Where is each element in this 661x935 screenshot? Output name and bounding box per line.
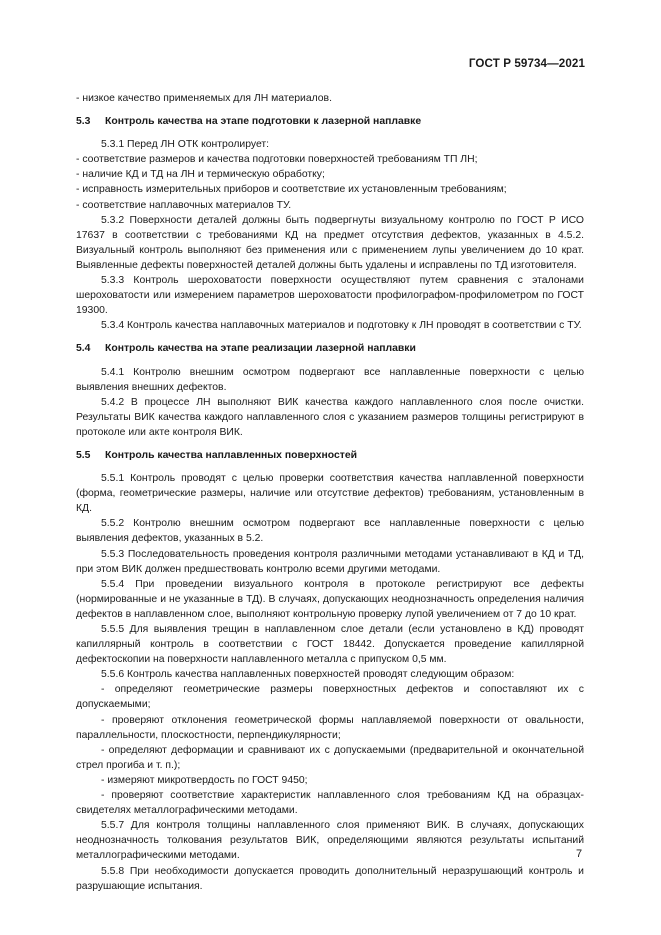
standard-number: ГОСТ Р 59734—2021 (468, 57, 585, 70)
paragraph-5-5-6: 5.5.6 Контроль качества наплавленных поверхностей проводят следующим образом: (101, 669, 515, 681)
list-item: - определяют геометрические размеры поверхностных дефектов и сопоставляют их с допускаемыми; (76, 684, 584, 711)
list-item: - соответствие наплавочных материалов ТУ. (76, 199, 292, 211)
paragraph-5-5-7: 5.5.7 Для контроля толщины наплавленного слоя применяют ВИК. В случаях, допускающих неоднозначность толкования результатов ВИК, определяющими являются результаты испытаний металлографическими методами. (76, 820, 584, 862)
paragraph-5-3-4: 5.3.4 Контроль качества наплавочных материалов и подготовку к ЛН проводят в соответствии с ТУ. (101, 320, 582, 332)
paragraph-5-3-3: 5.3.3 Контроль шероховатости поверхности осуществляют путем сравнения с эталонами шероховатости или измерением параметров шероховатости профилографом-профилометром по ГОСТ 19300. (76, 275, 584, 317)
list-item: - проверяют отклонения геометрической формы наплавляемой поверхности от овальности, параллельности, плоскостности, перпендикулярности; (76, 714, 584, 741)
section-heading-5-4 (76, 341, 584, 356)
page-number: 7 (576, 848, 583, 860)
list-item: - соответствие размеров и качества подготовки поверхностей требованиям ТП ЛН; (76, 154, 478, 166)
paragraph-5-5-2: 5.5.2 Контролю внешним осмотром подвергают все наплавленные поверхности с целью выявления дефектов, указанных в 5.2. (76, 518, 584, 545)
paragraph-5-3-1: 5.3.1 Перед ЛН ОТК контролирует: (101, 139, 270, 151)
list-item: - определяют деформации и сравнивают их с допускаемыми (предварительной и окончательной стрел прогиба и т. п.); (76, 744, 584, 771)
section-heading-5-3 (76, 114, 584, 129)
section-number: 5.4 (76, 343, 91, 355)
section-heading-5-5 (76, 448, 584, 463)
list-item: - проверяют соответствие характеристик наплавленного слоя требованиям КД на образцах-свидетелях металлографическими методами. (76, 790, 584, 817)
list-item: - наличие КД и ТД на ЛН и термическую обработку; (76, 169, 325, 181)
list-item: - измеряют микротвердость по ГОСТ 9450; (101, 774, 308, 786)
paragraph-5-4-1: 5.4.1 Контролю внешним осмотром подвергают все наплавленные поверхности с целью выявления внешних дефектов. (76, 366, 584, 393)
section-title: Контроль качества наплавленных поверхностей (105, 449, 357, 461)
section-number: 5.5 (76, 449, 91, 461)
page-body (76, 91, 584, 894)
section-number: 5.3 (76, 116, 91, 128)
paragraph-5-4-2: 5.4.2 В процессе ЛН выполняют ВИК качества каждого наплавленного слоя после очистки. Результаты ВИК качества каждого наплавленного слоя с указанием размеров толщины регистрируют в протоколе или акте контроля ВИК. (76, 396, 584, 438)
paragraph-5-5-8: 5.5.8 При необходимости допускается проводить дополнительный неразрушающий контроль и разрушающие испытания. (76, 865, 584, 892)
paragraph-5-5-3: 5.5.3 Последовательность проведения контроля различными методами устанавливают в КД и ТД, при этом ВИК должен предшествовать контролю всеми другими методами. (76, 548, 584, 575)
paragraph-5-5-1: 5.5.1 Контроль проводят с целью проверки соответствия качества наплавленной поверхности (форма, геометрические размеры, наличие или отсутствие дефектов) требованиям, установленным в КД. (76, 473, 584, 515)
list-item: - низкое качество применяемых для ЛН материалов. (76, 93, 332, 104)
paragraph-5-5-4: 5.5.4 При проведении визуального контроля в протоколе регистрируют все дефекты (нормированные и не указанные в ТД). В случаях, допускающих неоднозначность определения наличия дефектов в наплавленном слое, выполняют контрольную проверку лупой увеличением от 7 до 10 крат. (76, 578, 584, 620)
section-title: Контроль качества на этапе подготовки к лазерной наплавке (105, 116, 422, 128)
paragraph-5-5-5: 5.5.5 Для выявления трещин в наплавленном слое детали (если установлено в КД) проводят капиллярный контроль в соответствии с ГОСТ 18442. Допускается проведение капиллярной дефектоскопии на поверхности наплавленного металла с припуском 0,5 мм. (76, 624, 584, 666)
paragraph-5-3-2: 5.3.2 Поверхности деталей должны быть подвергнуты визуальному контролю по ГОСТ Р ИСО 17637 в соответствии с требованиями КД на предмет отсутствия дефектов, указанных в 4.5.2. Визуальный контроль выполняют без применения или с применением лупы увеличением до 10 крат. Выявленные дефекты поверхностей деталей должны быть удалены и исправлены по ТД изготовителя. (76, 214, 584, 271)
list-item: - исправность измерительных приборов и соответствие их установленным требованиям; (76, 184, 507, 196)
section-title: Контроль качества на этапе реализации лазерной наплавки (105, 343, 416, 355)
